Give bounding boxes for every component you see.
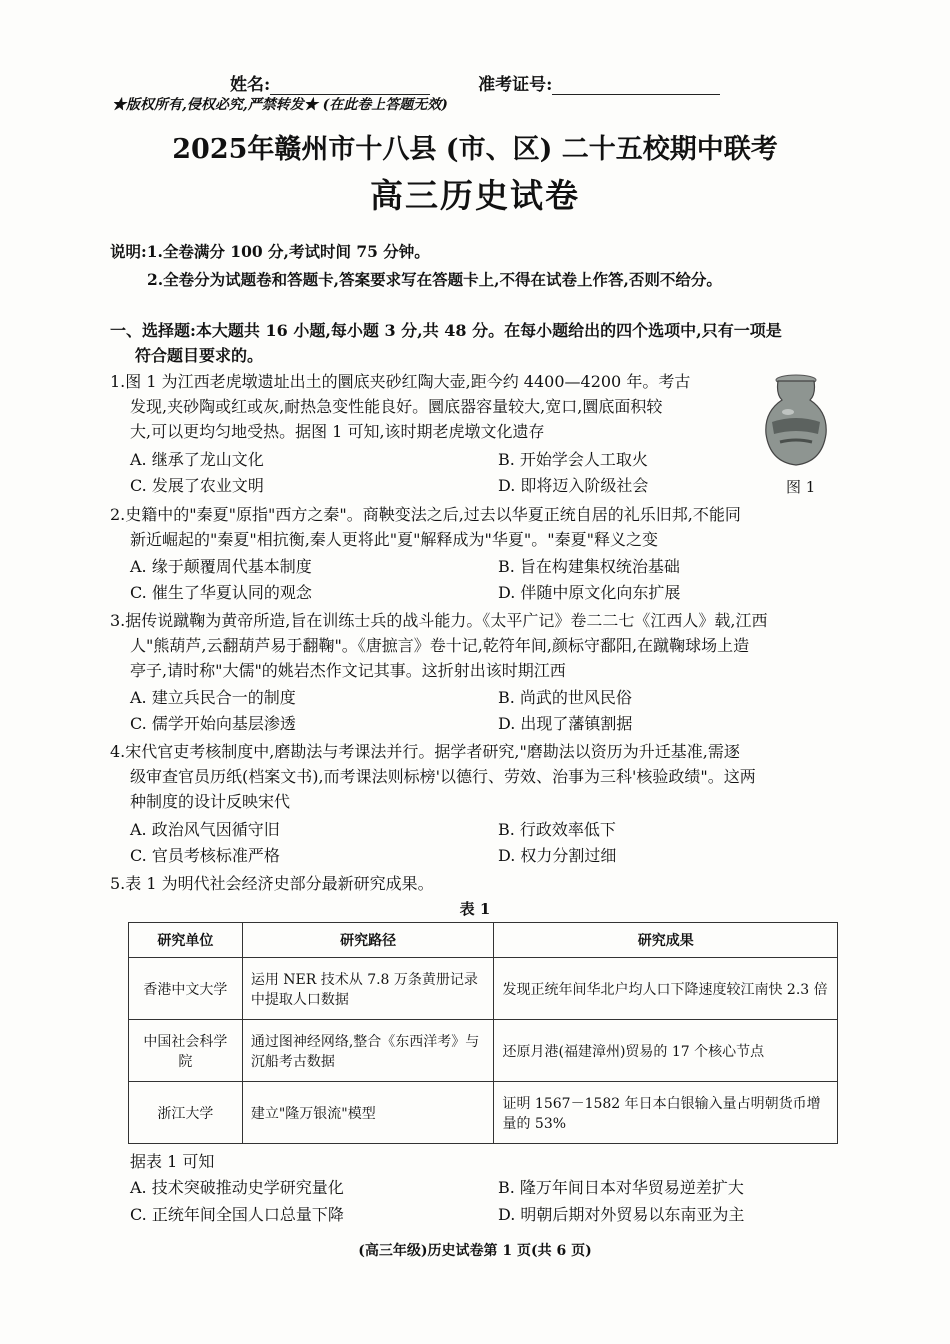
q5-stem: 5.表 1 为明代社会经济史部分最新研究成果。 (110, 874, 434, 893)
table-cell-result: 还原月港(福建漳州)贸易的 17 个核心节点 (494, 1020, 838, 1082)
section-heading-line1: 一、选择题:本大题共 16 小题,每小题 3 分,共 48 分。在每小题给出的四个选项中,只有一项是 (110, 321, 782, 340)
q2-line2: 新近崛起的"秦夏"相抗衡,秦人更将此"夏"解释成为"华夏"。"秦夏"释义之变 (130, 530, 658, 549)
table-cell-unit: 浙江大学 (129, 1082, 243, 1144)
table-row (129, 1082, 838, 1144)
q2-option-a: A. 缘于颠覆周代基本制度 (130, 557, 312, 576)
q3-line1: 3.据传说蹴鞠为黄帝所造,旨在训练士兵的战斗能力。《太平广记》卷二二七《江西人》载,江西 (110, 611, 768, 630)
q5-option-a: A. 技术突破推动史学研究量化 (130, 1178, 344, 1197)
q4-line3: 种制度的设计反映宋代 (130, 792, 291, 811)
table-row (129, 1020, 838, 1082)
page-footer: (高三年级)历史试卷第 1 页(共 6 页) (358, 1243, 592, 1259)
id-field[interactable] (552, 76, 720, 95)
table-cell-path: 运用 NER 技术从 7.8 万条黄册记录中提取人口数据 (242, 958, 494, 1020)
table-cell-result: 发现正统年间华北户均人口下降速度较江南快 2.3 倍 (494, 958, 838, 1020)
table-cell-path: 建立"隆万银流"模型 (242, 1082, 494, 1144)
q1-option-b: B. 开始学会人工取火 (498, 450, 648, 469)
table-header-cell: 研究单位 (129, 923, 243, 958)
table-cell-unit: 中国社会科学院 (129, 1020, 243, 1082)
q1-option-c: C. 发展了农业文明 (130, 476, 264, 495)
q4-option-d: D. 权力分割过细 (498, 846, 617, 865)
table-header-cell: 研究成果 (494, 923, 838, 958)
figure-1-label: 图 1 (786, 478, 816, 496)
q3-option-b: B. 尚武的世风民俗 (498, 688, 632, 707)
q5-option-c: C. 正统年间全国人口总量下降 (130, 1205, 344, 1224)
q1-line1: 1.图 1 为江西老虎墩遗址出土的圜底夹砂红陶大壶,距今约 4400—4200 年。考古 (110, 372, 691, 391)
table-row (129, 958, 838, 1020)
q1-option-a: A. 继承了龙山文化 (130, 450, 264, 469)
q3-line2: 人"熊葫芦,云翻葫芦易于翻鞠"。《唐摭言》卷十记,乾符年间,颜标守鄱阳,在蹴鞠球场上造 (130, 636, 750, 655)
table-caption: 表 1 (459, 900, 491, 918)
q2-option-d: D. 伴随中原文化向东扩展 (498, 583, 681, 602)
name-label: 姓名: (230, 75, 271, 95)
copyright-notice: ★版权所有,侵权必究,严禁转发★ (在此卷上答题无效) (112, 97, 448, 113)
q1-option-d: D. 即将迈入阶级社会 (498, 476, 649, 495)
q4-option-b: B. 行政效率低下 (498, 820, 616, 839)
q5-after-table: 据表 1 可知 (130, 1152, 215, 1171)
q4-line2: 级审查官员历纸(档案文书),而考课法则标榜'以德行、劳效、治事为三科'核验政绩"。这两 (130, 767, 756, 786)
pottery-vase-figure (760, 372, 832, 468)
exam-subtitle: 高三历史试卷 (370, 176, 580, 215)
q3-option-d: D. 出现了藩镇割据 (498, 714, 633, 733)
q2-option-b: B. 旨在构建集权统治基础 (498, 557, 680, 576)
q2-option-c: C. 催生了华夏认同的观念 (130, 583, 312, 602)
note-2: 2.全卷分为试题卷和答题卡,答案要求写在答题卡上,不得在试卷上作答,否则不给分。 (147, 270, 722, 289)
q1-line2: 发现,夹砂陶或红或灰,耐热急变性能良好。圜底器容量较大,宽口,圜底面积较 (130, 397, 663, 416)
note-1: 说明:1.全卷满分 100 分,考试时间 75 分钟。 (110, 242, 430, 261)
table-cell-path: 通过图神经网络,整合《东西洋考》与沉船考古数据 (242, 1020, 494, 1082)
q5-option-b: B. 隆万年间日本对华贸易逆差扩大 (498, 1178, 744, 1197)
table-header-cell: 研究路径 (242, 923, 494, 958)
id-label: 准考证号: (478, 75, 553, 95)
q3-option-a: A. 建立兵民合一的制度 (130, 688, 296, 707)
table-cell-result: 证明 1567－1582 年日本白银输入量占明朝货币增量的 53% (494, 1082, 838, 1144)
exam-title: 2025年赣州市十八县 (市、区) 二十五校期中联考 (172, 134, 778, 165)
q3-line3: 亭子,请时称"大儒"的姚岩杰作文记其事。这折射出该时期江西 (130, 661, 566, 680)
q2-line1: 2.史籍中的"秦夏"原指"西方之秦"。商鞅变法之后,过去以华夏正统自居的礼乐旧邦,不能同 (110, 505, 741, 524)
q3-option-c: C. 儒学开始向基层渗透 (130, 714, 296, 733)
header-fields (230, 70, 720, 95)
research-table (128, 922, 838, 1144)
table-cell-unit: 香港中文大学 (129, 958, 243, 1020)
q5-option-d: D. 明朝后期对外贸易以东南亚为主 (498, 1205, 745, 1224)
table-header-row (129, 923, 838, 958)
q4-line1: 4.宋代官吏考核制度中,磨勘法与考课法并行。据学者研究,"磨勘法以资历为升迁基准,需逐 (110, 742, 740, 761)
name-field[interactable] (270, 76, 430, 95)
q4-option-a: A. 政治风气因循守旧 (130, 820, 280, 839)
q1-line3: 大,可以更均匀地受热。据图 1 可知,该时期老虎墩文化遗存 (130, 422, 545, 441)
section-heading-line2: 符合题目要求的。 (135, 346, 264, 365)
q4-option-c: C. 官员考核标准严格 (130, 846, 280, 865)
